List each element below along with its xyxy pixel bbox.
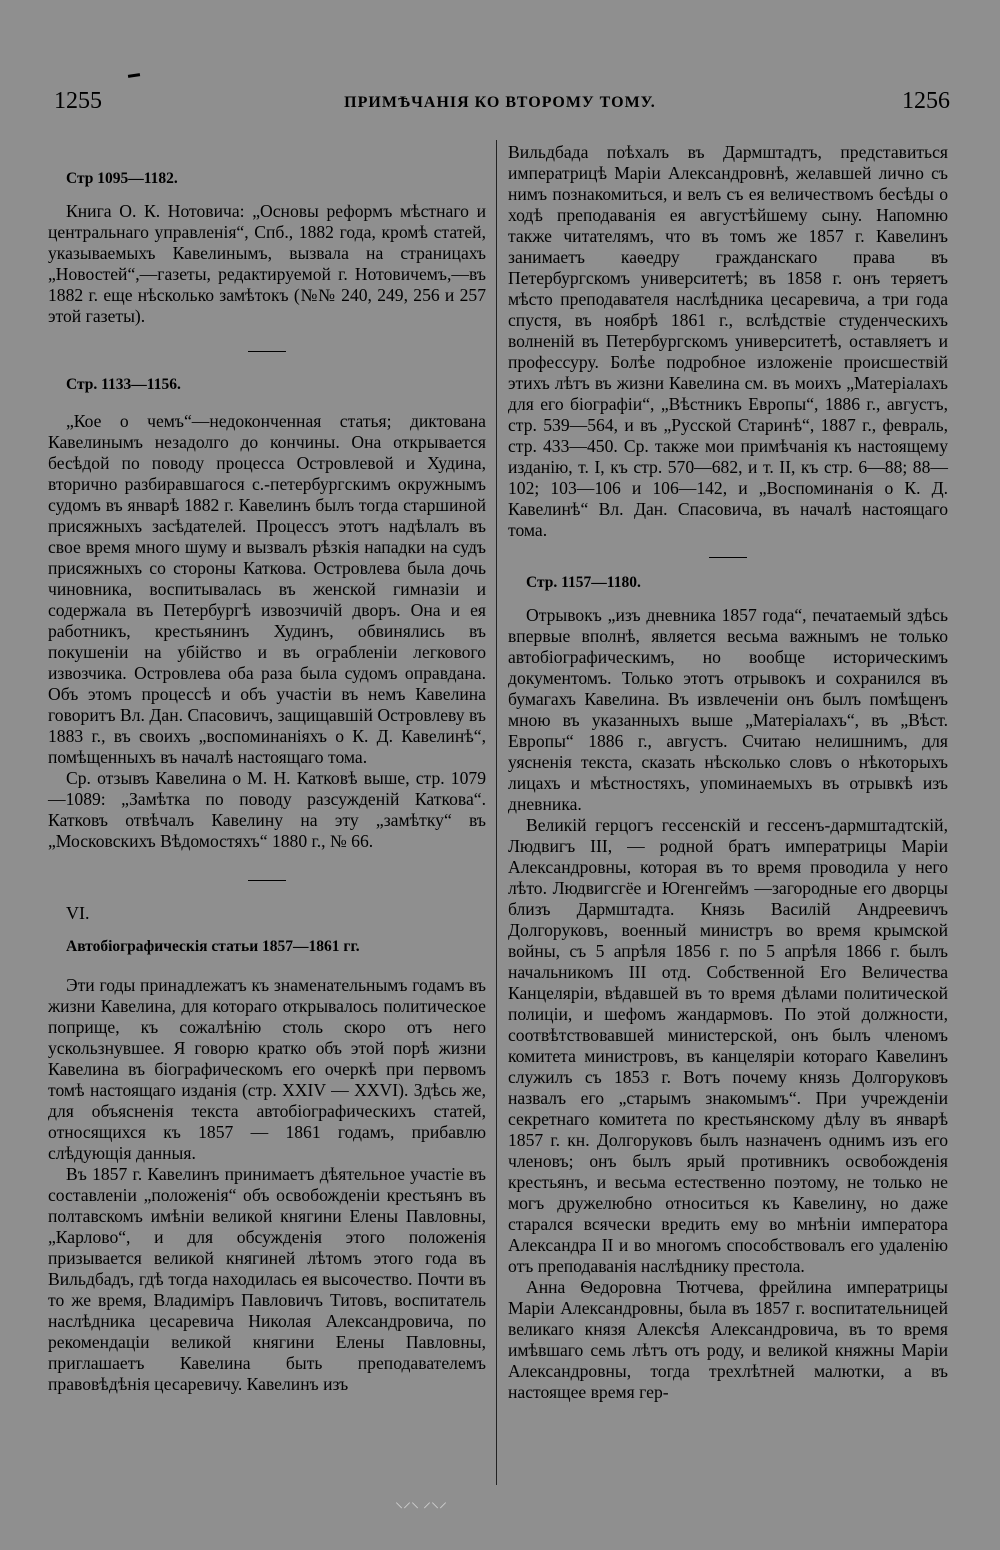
- right-column: [508, 142, 948, 1403]
- column-divider: [496, 140, 497, 1485]
- left-column: [48, 168, 486, 1395]
- section-heading: Стр. 1157—1180.: [526, 574, 641, 591]
- page-header: [40, 88, 960, 122]
- paragraph: Вильдбада поѣхалъ въ Дармштадтъ, представиться императрицѣ Маріи Александровнѣ, желавшей лично съ нимъ познакомиться, и велъ съ ея величествомъ бесѣды о ходѣ преподаванія ея августѣйшему сыну. Напомню также читателямъ, что въ томъ же 1857 г. Кавелинъ занимаетъ каѳедру гражданскаго права въ Петербургскомъ университетѣ; въ 1858 г. онъ теряетъ мѣсто преподавателя наслѣдника цесаревича, а три года спустя, въ ноябрѣ 1861 г., вслѣдствіе студенческихъ волненій въ Петербургскомъ университетѣ, оставляетъ и профессуру. Болѣе подробное изложеніе происшествій этихъ лѣтъ въ жизни Кавелина см. въ моихъ „Матеріалахъ для его біографіи“, „Вѣстникъ Европы“, 1886 г., августъ, стр. 539—564, и въ „Русской Старинѣ“, 1887 г., февраль, стр. 433—450. Ср. также мои примѣчанія къ настоящему изданію, т. I, къ стр. 570—682, и т. II, къ стр. 6—88; 88—102; 103—106 и 106—142, и „Воспоминанія о К. Д. Кавелинѣ“ Вл. Дан. Спасовича, въ началѣ настоящаго тома.: [508, 142, 948, 540]
- section-heading: Стр 1095—1182.: [66, 170, 178, 187]
- chapter-heading: Автобіографическія статьи 1857—1861 гг.: [66, 938, 360, 955]
- chapter-number: VI.: [66, 903, 90, 923]
- handwritten-scribble: ⸜⸝⸜ ⸝⸜⸝: [395, 1494, 448, 1511]
- paragraph: „Кое о чемъ“—недоконченная статья; диктована Кавелинымъ незадолго до кончины. Она открывается бесѣдой по поводу процесса Островлевой и Худина, вторично разбиравшагося с.-петербургскимъ окружнымъ судомъ въ январѣ 1882 г. Кавелинъ былъ тогда старшиной присяжныхъ засѣдателей. Процессъ этотъ надѣлалъ въ свое время много шуму и вызвалъ рѣзкія нападки на судъ присяжныхъ со стороны Каткова. Островлева была дочь чиновника, воспитывалась въ женской гимназіи и содержала въ Петербургѣ извозчичій дворъ. Она и ея работникъ, крестьянинъ Худинъ, обвинялись въ покушеніи на убійство и въ ограбленіи легкового извозчика. Островлева оба раза была судомъ оправдана. Объ этомъ процессѣ и объ участіи въ немъ Кавелина говоритъ Вл. Дан. Спасовичъ, защищавшій Островлеву въ 1883 г., въ своихъ „воспоминаніяхъ о К. Д. Кавелинѣ“, помѣщенныхъ въ началѣ настоящаго тома.: [48, 411, 486, 767]
- paragraph: Великій герцогъ гессенскій и гессенъ-дармштадтскій, Людвигъ III, — родной братъ императрицы Маріи Александровны, которая въ то время проводила у него лѣто. Людвигсгёе и Югенгеймъ —загородные его дворцы близъ Дармштадта. Князь Василій Андреевичъ Долгоруковъ, военный министръ во время крымской войны, съ 5 апрѣля 1856 г. по 5 апрѣля 1866 г. былъ начальникомъ III отд. Собственной Его Величества Канцеляріи, вѣдавшей въ то время дѣлами политической полиціи, и шефомъ жандармовъ. По этой должности, соотвѣтствовавшей министерской, онъ былъ членомъ комитета министровъ, въ канцеляріи котораго Кавелинъ служилъ съ 1853 г. Вотъ почему князь Долгоруковъ назвалъ его „старымъ знакомымъ“. При учрежденіи секретнаго комитета по крестьянскому дѣлу въ январѣ 1857 г. кн. Долгоруковъ былъ назначенъ однимъ изъ его членовъ; онъ былъ ярый противникъ освобожденія крестьянъ, и весьма естественно поэтому, не только не могъ дружелюбно относиться къ Кавелину, но даже старался всячески вредить ему во мнѣніи императора Александра II и во многомъ способствовалъ его удаленію отъ преподаванія наслѣднику престола.: [508, 815, 948, 1276]
- ink-mark: [128, 73, 140, 78]
- paragraph: Ср. отзывъ Кавелина о М. Н. Катковѣ выше, стр. 1079—1089: „Замѣтка по поводу разсужденій Каткова“. Катковъ отвѣчалъ Кавелину на эту „замѣтку“ въ „Московскихъ Вѣдомостяхъ“ 1880 г., № 66.: [48, 768, 486, 851]
- paragraph: Отрывокъ „изъ дневника 1857 года“, печатаемый здѣсь впервые вполнѣ, является весьма важнымъ не только автобіографическимъ, но вообще историческимъ документомъ. Только этотъ отрывокъ и сохранился въ бумагахъ Кавелина. Въ извлеченіи онъ былъ помѣщенъ мною въ указанныхъ выше „Матеріалахъ“, въ „Вѣст. Европы“ 1886 г., августъ. Считаю нелишнимъ, для уясненія текста, сказать нѣсколько словъ о нѣкоторыхъ лицахъ и мѣстностяхъ, упоминаемыхъ въ отрывкѣ изъ дневника.: [508, 605, 948, 814]
- section-heading: Стр. 1133—1156.: [66, 376, 181, 393]
- page-number-right: 1256: [902, 88, 950, 114]
- paragraph: Въ 1857 г. Кавелинъ принимаетъ дѣятельное участіе въ составленіи „положенія“ объ освобожденіи крестьянъ въ полтавскомъ имѣніи великой княгини Елены Павловны, „Карлово“, и для обсужденія этого положенія призывается великой княгиней лѣтомъ этого года въ Вильдбадъ, гдѣ тогда находилась ея высочество. Почти въ то же время, Владиміръ Павловичъ Титовъ, воспитатель наслѣдника цесаревича Николая Александровича, по рекомендаціи великой княгини Елены Павловны, приглашаетъ Кавелина быть преподавателемъ правовѣдѣнія цесаревичу. Кавелинъ изъ: [48, 1164, 486, 1394]
- paragraph: Книга О. К. Нотовича: „Основы реформъ мѣстнаго и центральнаго управленія“, Спб., 1882 года, кромѣ статей, указываемыхъ Кавелинымъ, вызвала на страницахъ „Новостей“,—газеты, редактируемой г. Нотовичемъ,—въ 1882 г. еще нѣсколько замѣтокъ (№№ 240, 249, 256 и 257 этой газеты).: [48, 201, 486, 326]
- paragraph: Эти годы принадлежатъ къ знаменательнымъ годамъ въ жизни Кавелина, для котораго открывалось политическое поприще, къ сожалѣнію столь скоро отъ него ускользнувшее. Я говорю кратко объ этой порѣ жизни Кавелина въ біографическомъ его очеркѣ при первомъ томѣ настоящаго изданія (стр. XXIV — XXVI). Здѣсь же, для объясненія текста автобіографическихъ статей, относящихся къ 1857 — 1861 годамъ, прибавлю слѣдующія данныя.: [48, 975, 486, 1163]
- paragraph: Анна Ѳедоровна Тютчева, фрейлина императрицы Маріи Александровны, была въ 1857 г. воспитательницей великаго князя Алексѣя Александровича, въ то время имѣвшаго семь лѣтъ отъ роду, и великой княжны Маріи Александровны, тогда трехлѣтней малютки, а въ настоящее время гер-: [508, 1277, 948, 1402]
- running-title: ПРИМѢЧАНІЯ КО ВТОРОМУ ТОМУ.: [344, 94, 656, 111]
- page-number-left: 1255: [54, 88, 102, 114]
